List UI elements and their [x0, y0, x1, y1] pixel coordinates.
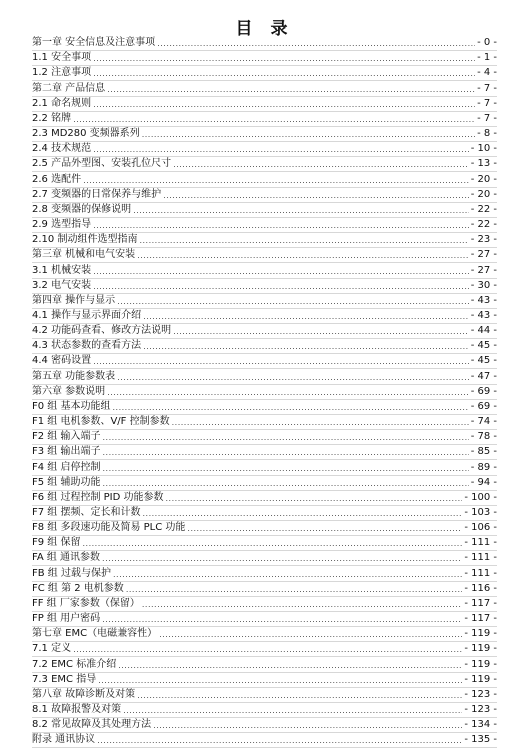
toc-entry-label: F0 组 基本功能组 — [32, 400, 111, 412]
toc-entry[interactable] — [32, 233, 497, 248]
toc-entry-page: - 7 - — [477, 112, 497, 124]
toc-entry-label: 7.3 EMC 指导 — [32, 673, 97, 685]
toc-entry-label: 第八章 故障诊断及对策 — [32, 688, 136, 700]
toc-entry[interactable] — [32, 248, 497, 263]
toc-leader-dots — [143, 310, 469, 323]
toc-entry[interactable] — [32, 673, 497, 688]
toc-entry-page: - 30 - — [470, 279, 497, 291]
toc-entry-label: F2 组 输入端子 — [32, 431, 101, 443]
toc-entry-label: F7 组 摆频、定长和计数 — [32, 507, 141, 518]
toc-entry[interactable] — [32, 718, 497, 733]
toc-leader-dots — [159, 628, 462, 641]
toc-entry-page: - 0 - — [477, 37, 497, 49]
toc-entry[interactable] — [32, 430, 497, 445]
toc-leader-dots — [97, 734, 462, 747]
toc-entry-page: - 123 - — [464, 704, 497, 716]
toc-entry-label: F8 组 多段速功能及简易 PLC 功能 — [32, 522, 186, 534]
toc-entry[interactable] — [32, 612, 497, 627]
toc-entry-label: F1 组 电机参数、V/F 控制参数 — [32, 416, 170, 428]
toc-entry-page: - 20 - — [470, 173, 497, 185]
toc-entry-label: 2.2 铭牌 — [32, 112, 72, 124]
toc-entry-label: 第五章 功能参数表 — [32, 370, 116, 382]
toc-entry-label: 3.1 机械安装 — [32, 264, 92, 276]
toc-entry-label: FC 组 第 2 电机参数 — [32, 582, 124, 594]
toc-entry-page: - 20 - — [470, 188, 497, 200]
toc-entry[interactable] — [32, 339, 497, 354]
toc-entry[interactable] — [32, 172, 497, 187]
toc-entry[interactable] — [32, 491, 497, 506]
toc-leader-dots — [126, 583, 463, 596]
toc-entry-label: 4.3 状态参数的查看方法 — [32, 340, 142, 352]
toc-entry[interactable] — [32, 66, 497, 81]
toc-leader-dots — [137, 249, 469, 262]
toc-entry-label: 4.4 密码设置 — [32, 355, 92, 367]
toc-entry[interactable] — [32, 703, 497, 718]
toc-entry-page: - 45 - — [470, 340, 497, 352]
toc-entry-label: 2.9 选型指导 — [32, 219, 92, 231]
toc-entry-page: - 47 - — [470, 370, 497, 382]
toc-leader-dots — [102, 446, 468, 459]
toc-entry-label: 附录 通讯协议 — [32, 734, 96, 746]
toc-entry[interactable] — [32, 369, 497, 384]
toc-entry[interactable] — [32, 309, 497, 324]
toc-entry-label: 第四章 操作与显示 — [32, 294, 116, 306]
toc-leader-dots — [133, 204, 469, 217]
toc-entry-label: F9 组 保留 — [32, 537, 81, 549]
toc-leader-dots — [98, 674, 462, 687]
toc-entry-label: F6 组 过程控制 PID 功能参数 — [32, 491, 164, 503]
toc-entry-page: - 13 - — [470, 158, 497, 170]
toc-entry-page: - 111 - — [464, 552, 497, 564]
toc-leader-dots — [93, 219, 469, 232]
toc-entry-label: 2.3 MD280 变频器系列 — [32, 128, 140, 140]
toc-entry-label: 8.1 故障报警及对策 — [32, 704, 122, 716]
toc-leader-dots — [102, 462, 468, 475]
toc-entry-page: - 119 - — [464, 673, 497, 685]
toc-leader-dots — [102, 613, 462, 626]
toc-leader-dots — [117, 295, 469, 308]
toc-leader-dots — [107, 83, 475, 96]
toc-leader-dots — [166, 492, 463, 505]
toc-entry[interactable] — [32, 81, 497, 96]
toc-entry-label: 第六章 参数说明 — [32, 385, 106, 397]
toc-entry[interactable] — [32, 415, 497, 430]
toc-entry-page: - 43 - — [470, 309, 497, 321]
toc-entry[interactable] — [32, 294, 497, 309]
toc-entry-label: 4.2 功能码查看、修改方法说明 — [32, 325, 172, 337]
toc-entry-page: - 1 - — [477, 52, 497, 64]
toc-leader-dots — [93, 143, 469, 156]
toc-entry-page: - 111 - — [464, 537, 497, 549]
toc-entry-page: - 43 - — [470, 294, 497, 306]
toc-entry-page: - 22 - — [470, 203, 497, 215]
toc-entry[interactable] — [32, 536, 497, 551]
toc-entry[interactable] — [32, 279, 497, 294]
toc-entry-label: FB 组 过载与保护 — [32, 567, 111, 579]
toc-leader-dots — [93, 265, 469, 278]
toc-entry-page: - 7 - — [477, 97, 497, 109]
toc-entry-label: 第七章 EMC（电磁兼容性） — [32, 628, 158, 640]
toc-entry[interactable] — [32, 642, 497, 657]
toc-entry[interactable] — [32, 263, 497, 278]
toc-entry-page: - 135 - — [464, 734, 497, 746]
toc-entry[interactable] — [32, 400, 497, 415]
toc-leader-dots — [93, 67, 475, 80]
toc-entry[interactable] — [32, 188, 497, 203]
toc-entry[interactable] — [32, 218, 497, 233]
toc-entry-page: - 119 - — [464, 643, 497, 655]
toc-leader-dots — [142, 128, 475, 141]
toc-leader-dots — [137, 689, 462, 702]
toc-entry[interactable] — [32, 354, 497, 369]
toc-entry-label: FP 组 用户密码 — [32, 613, 101, 625]
toc-leader-dots — [93, 355, 469, 368]
toc-entry-label: 4.1 操作与显示界面介绍 — [32, 309, 142, 321]
toc-entry-page: - 134 - — [464, 719, 497, 731]
toc-entry-label: 第一章 安全信息及注意事项 — [32, 37, 156, 49]
toc-leader-dots — [142, 598, 462, 611]
toc-entry-label: FF 组 厂家参数（保留） — [32, 597, 140, 609]
toc-leader-dots — [73, 643, 462, 656]
toc-entry-label: 2.6 选配件 — [32, 173, 82, 185]
toc-entry-label: 2.10 制动组件选型指南 — [32, 234, 138, 246]
toc-entry[interactable] — [32, 566, 497, 581]
toc-entry[interactable] — [32, 506, 497, 521]
toc-leader-dots — [117, 371, 469, 384]
toc-entry-label: 1.1 安全事项 — [32, 52, 92, 64]
toc-entry-page: - 119 - — [464, 658, 497, 670]
toc-entry[interactable] — [32, 521, 497, 536]
toc-entry[interactable] — [32, 324, 497, 339]
toc-entry[interactable] — [32, 582, 497, 597]
toc-entry-page: - 69 - — [470, 385, 497, 397]
toc-leader-dots — [93, 280, 469, 293]
toc-entry-page: - 100 - — [464, 491, 497, 503]
toc-entry-label: FA 组 通讯参数 — [32, 552, 101, 564]
toc-entry-page: - 27 - — [470, 264, 497, 276]
toc-leader-dots — [93, 52, 475, 65]
toc-entry[interactable] — [32, 688, 497, 703]
toc-leader-dots — [142, 507, 462, 520]
toc-entry-page: - 27 - — [470, 249, 497, 261]
toc-entry-label: 1.2 注意事项 — [32, 67, 92, 79]
toc-entry-page: - 94 - — [470, 476, 497, 488]
toc-leader-dots — [143, 340, 469, 353]
toc-entry[interactable] — [32, 733, 497, 748]
toc-entry-page: - 103 - — [464, 507, 497, 518]
toc-leader-dots — [107, 386, 469, 399]
toc-leader-dots — [187, 522, 462, 535]
toc-entry[interactable] — [32, 142, 497, 157]
toc-entry[interactable] — [32, 657, 497, 672]
toc-leader-dots — [73, 113, 475, 126]
toc-leader-dots — [157, 37, 475, 50]
toc-entry-label: 3.2 电气安装 — [32, 279, 92, 291]
toc-entry-page: - 123 - — [464, 688, 497, 700]
toc-entry-label: F4 组 启停控制 — [32, 461, 101, 473]
toc-leader-dots — [102, 552, 462, 565]
toc-entry-page: - 119 - — [464, 628, 497, 640]
toc-leader-dots — [118, 659, 462, 672]
toc-entry[interactable] — [32, 97, 497, 112]
toc-entry-page: - 89 - — [470, 461, 497, 473]
toc-entry-label: 7.2 EMC 标准介绍 — [32, 658, 117, 670]
toc-entry-page: - 116 - — [464, 582, 497, 594]
toc-leader-dots — [123, 704, 462, 717]
toc-entry-page: - 78 - — [470, 431, 497, 443]
toc-entry-page: - 7 - — [477, 82, 497, 94]
toc-entry-page: - 4 - — [477, 67, 497, 79]
toc-entry-page: - 111 - — [464, 567, 497, 579]
toc-entry[interactable] — [32, 460, 497, 475]
toc-entry-page: - 22 - — [470, 219, 497, 231]
toc-entry-page: - 69 - — [470, 400, 497, 412]
toc-entry[interactable] — [32, 112, 497, 127]
toc-entry[interactable] — [32, 127, 497, 142]
toc-entry[interactable] — [32, 627, 497, 642]
toc-entry-page: - 106 - — [464, 522, 497, 534]
toc-entry[interactable] — [32, 203, 497, 218]
toc-leader-dots — [163, 189, 469, 202]
toc-entry-page: - 10 - — [470, 143, 497, 155]
toc-leader-dots — [153, 719, 462, 732]
toc-entry[interactable] — [32, 157, 497, 172]
page-title: 目 录 — [235, 19, 294, 39]
toc-entry-label: F3 组 输出端子 — [32, 446, 101, 458]
toc-leader-dots — [113, 568, 462, 581]
toc-entry-label: 第二章 产品信息 — [32, 82, 106, 94]
toc-leader-dots — [102, 477, 468, 490]
toc-entry[interactable] — [32, 445, 497, 460]
toc-leader-dots — [83, 174, 469, 187]
toc-leader-dots — [173, 325, 469, 338]
toc-entry-label: 2.8 变频器的保修说明 — [32, 203, 132, 215]
toc-entry[interactable] — [32, 476, 497, 491]
toc-entry-label: 7.1 定义 — [32, 643, 72, 655]
toc-leader-dots — [112, 401, 468, 414]
toc-entry-page: - 8 - — [477, 128, 497, 140]
toc-entry-label: F5 组 辅助功能 — [32, 476, 101, 488]
toc-entry[interactable] — [32, 36, 497, 51]
toc-entry-label: 2.1 命名规则 — [32, 97, 92, 109]
toc-leader-dots — [139, 234, 468, 247]
toc-entry-page: - 117 - — [464, 613, 497, 625]
toc-entry[interactable] — [32, 385, 497, 400]
toc-entry[interactable] — [32, 597, 497, 612]
toc-leader-dots — [93, 98, 475, 111]
toc-entry-page: - 44 - — [470, 325, 497, 337]
toc-entry[interactable] — [32, 551, 497, 566]
toc-entry-page: - 23 - — [470, 234, 497, 246]
toc-entry-label: 第三章 机械和电气安装 — [32, 249, 136, 261]
toc-entry-label: 2.4 技术规范 — [32, 143, 92, 155]
toc-entry-page: - 74 - — [470, 416, 497, 428]
toc-entry-page: - 117 - — [464, 597, 497, 609]
table-of-contents — [32, 36, 497, 748]
toc-leader-dots — [82, 537, 462, 550]
toc-entry-label: 2.7 变频器的日常保养与维护 — [32, 188, 162, 200]
toc-entry-page: - 85 - — [470, 446, 497, 458]
toc-leader-dots — [173, 158, 469, 171]
toc-entry-page: - 45 - — [470, 355, 497, 367]
toc-entry-label: 8.2 常见故障及其处理方法 — [32, 719, 152, 731]
toc-leader-dots — [172, 416, 469, 429]
toc-entry[interactable] — [32, 51, 497, 66]
toc-entry-label: 2.5 产品外型图、安装孔位尺寸 — [32, 158, 172, 170]
toc-leader-dots — [102, 431, 468, 444]
